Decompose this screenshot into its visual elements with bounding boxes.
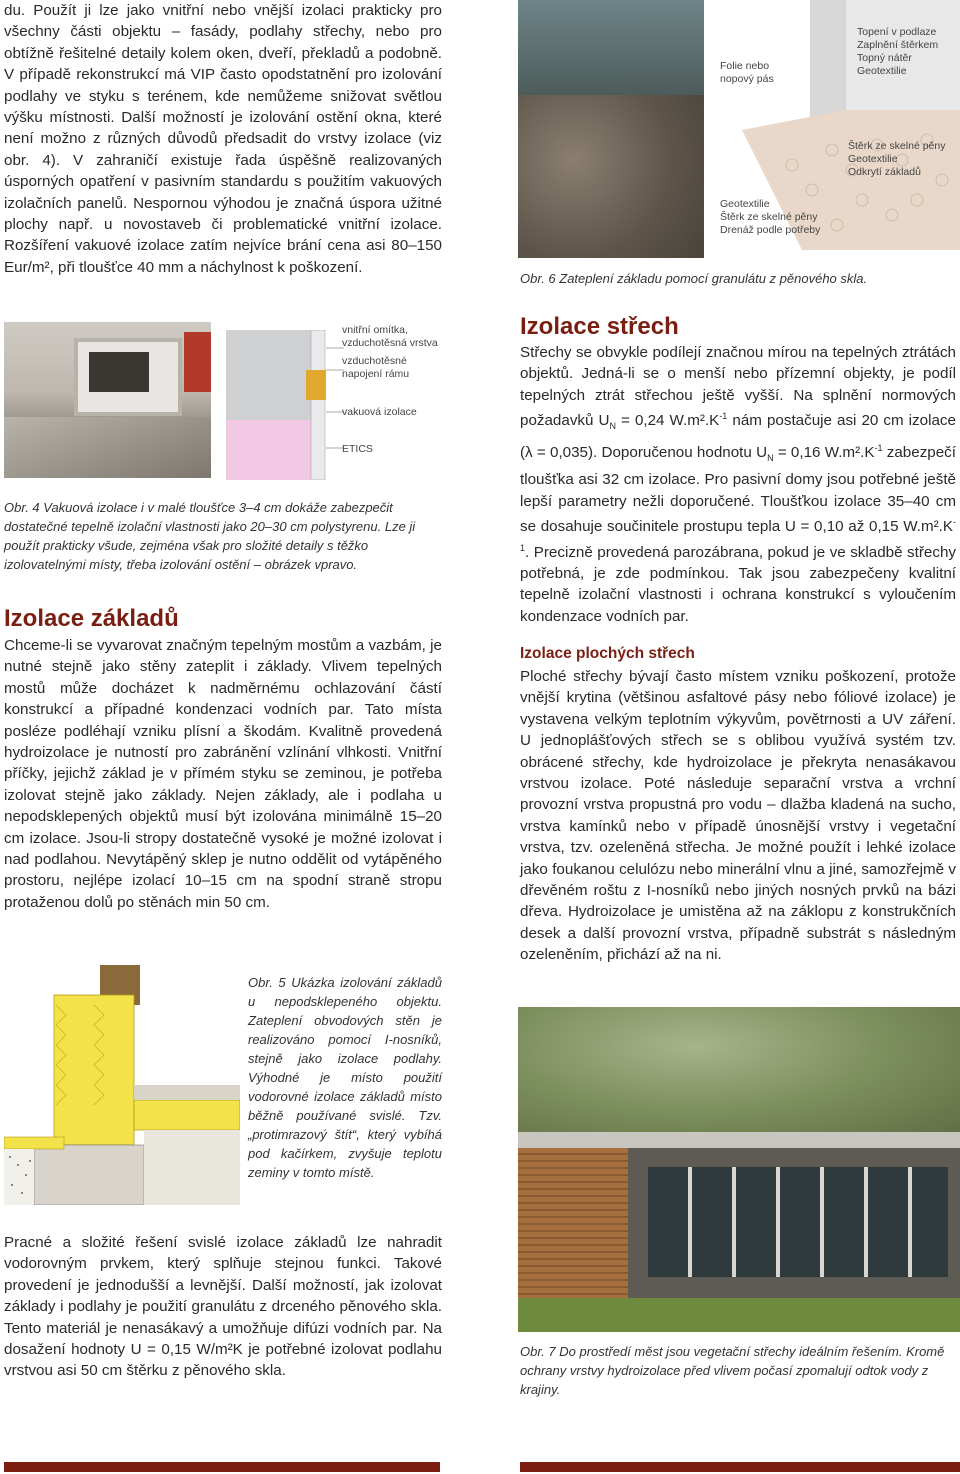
fig4-red-panel [184, 332, 211, 392]
roof-heading: Izolace střech [520, 313, 679, 340]
fig6-caption: Obr. 6 Zateplení základu pomocí granulátu z pěnového skla. [520, 271, 868, 286]
fig4-label-etics: ETICS [342, 443, 373, 455]
fig6-label-foil: Folie nebo nopový pás [720, 60, 774, 85]
fig6-label-glass-gravel-2: Štěrk ze skelné pěny [720, 211, 818, 223]
fig6-photo [518, 0, 704, 258]
fig4-diagram [226, 330, 344, 480]
foundation-text: Chceme-li se vyvarovat značným tepelným mostům a vazbám, je nutné stejně jako stěny zateplit i základy. Vlivem tepelných mostů může docházet k nadměrnému ochlazování částí konstrukcí a případné kondenzaci vodních par. Tato místa posléze podléhají vzniku plísní a škodám. Kvalitně provedená hydroizolace je nutností pro zabránění vzlínání vlhkosti. Vnitřní příčky, jejichž základ je v přímém styku se zeminou, je potřeba izolovat stejně jako základy. Nejen základy, ale i podlaha u nepodsklepených objektů musí být izolována minimálně 15–20 cm izolace. Jsou-li stropy dostatečně vysoké je možné izolovat i nad podlahou. Nevytápěný sklep je nutno oddělit od vytápěného prostoru, nejlépe izolací 10–15 cm na spodní straně stropu protaženou dolů po stěnách min 50 cm. [4, 637, 442, 911]
fig6-label-geotextile-1: Geotextilie [857, 65, 907, 77]
fig4-caption: Obr. 4 Vakuová izolace i v malé tloušťce 3–4 cm dokáže zabezpečit dostatečné tepelně izolační vlastnosti jako 20–30 cm polystyrenu. Lze ji použít prakticky všude, zejména však pro složité detaily s těžko izolovatelnými místy, třeba izolování ostění – obrázek vpravo. [4, 500, 416, 572]
fig6-labels-top-right [857, 26, 957, 78]
fig5-foundation [34, 1145, 144, 1205]
footer-bar-right [520, 1462, 960, 1472]
fig4-frame-connector [306, 370, 326, 400]
fig5-floor-insulation [134, 1100, 240, 1130]
intro-text: du. Použít ji lze jako vnitřní nebo vnější izolaci prakticky pro všechny části objektu – fasády, podlahy střechy, nebo pro obtížně řešitelné detaily kolem oken, dveří, překladů a podobně. V případě rekonstrukcí má VIP často opodstatnění pro izolování podlahy ve styku s terénem, kde nemůžeme snižovat světlou výšku místnosti. Další možností je izolování ostění okna, které není možno z různých důvodů předsadit do vrstvy izolace (viz obr. 4). V zahraničí existuje řada úspěšně realizovaných úsporných opatření v pasivním standardu s použitím vakuových izolačních panelů. Nespornou výhodou je značná úspora užitné plochy např. u novostaveb či problematické vnitřní izolace. Rozšíření vakuové izolace zatím nejvíce brání cena asi 80–150 Eur/m², při tloušťce 40 mm a náchylnost k poškození. [4, 2, 442, 276]
fig7-caption: Obr. 7 Do prostředí měst jsou vegetační střechy ideálním řešením. Kromě ochrany vrstvy hydroizolace před vlivem počasí zpomalují odtok vody z krajiny. [520, 1344, 945, 1397]
fig4-etics-strip [311, 330, 325, 480]
fig6-label-gravel: Zaplnění štěrkem [857, 39, 939, 51]
fig6-label-geotextile-2: Geotextilie [848, 153, 898, 165]
fig4-wall-grey [226, 330, 311, 420]
fig5-wall-insulation [54, 995, 134, 1145]
fig6-label-drain: Drenáž podle potřeby [720, 224, 821, 236]
fig7-lawn [518, 1298, 960, 1332]
fig7-windows [648, 1167, 948, 1277]
fig6-label-uncover: Odkrytí základů [848, 166, 921, 178]
fig4-vacuum-layer [226, 420, 311, 480]
fig4-label-frame: vzduchotěsné napojení rámu [342, 355, 410, 380]
fig4-label-vacuum: vakuová izolace [342, 406, 417, 418]
fig7-photo [518, 1007, 960, 1332]
intro-paragraph [4, 0, 442, 278]
bottom-text: Pracné a složité řešení svislé izolace základů lze nahradit vodorovným prvkem, který splňuje stejnou funkci. Takové provedení je jednodušší a levnější. Další možností, jak izolovat základy i podlahy je použití granulátu z drceného pěnového skla. Tento materiál je nenasákavý a umožňuje difúzi vodních par. Na dosažení hodnoty U = 0,15 W/m²K je potřebné izolovat podlahu vrstvou asi 50 cm štěrku z pěnového skla. [4, 1234, 442, 1380]
fig6-wall [810, 0, 846, 120]
fig4-photo [4, 322, 211, 478]
fig5-caption: Obr. 5 Ukázka izolování základů u nepodsklepeného objektu. Zateplení obvodových stěn je realizováno pomocí I-nosníků, stejně jako izolace podlahy. Výhodné je místo použití vodorovné izolace základů místo běžně používané svislé. Tzv. „protimrazový štít“, který vybíhá pod kačírkem, zvyšuje teplotu zeminy v tomto místě. [248, 975, 442, 1180]
flat-roof-text: Ploché střechy bývají často místem vzniku poškození, protože vnější krytina (většinou asfaltové pásy nebo fóliové izolace) je vystavena velkým teplotním výkyvům, povětrnosti a UV záření. U jednoplášťových střech se s oblibou využívá systém tzv. obrácené střechy, kde hydroizolace je překryta nenasákavou vrstvou izolace. Poté následuje separační vrstva a vrchní provozní vrstva propustná pro vodu – dlažba kladená na sucho, vrstva kamínků nebo v případě únosnější vrstvy i vegetační vrstva, tzv. ozeleněná střecha. Je možné použít i lehké izolace jako foukanou celulózu nebo minerální vlnu a jiné, samozřejmě v dřevěném roštu z I-nosníků nebo jiných nosných prvků na bázi dřeva. Hydroizolace je umistěna až na záklopu z konstrukčních desek a další provozní vrstva, případně substrát s následným ozeleněním, přichází až na ni. [520, 668, 956, 964]
fig5-frost-shield [4, 1137, 64, 1149]
fig7-roof-edge [518, 1132, 960, 1148]
fig6-labels-mid-right [848, 140, 958, 179]
fig4-window-opening [89, 352, 149, 392]
fig7-wood-cladding [518, 1148, 628, 1298]
fig6-label-heat-coat: Topný nátěr [857, 52, 912, 64]
fig6-labels-bottom [720, 198, 850, 237]
foundation-heading: Izolace základů [4, 605, 179, 632]
fig6-label-geotextile-3: Geotextilie [720, 198, 770, 210]
fig4-label-plaster: vnitřní omítka, vzduchotěsná vrstva [342, 324, 438, 349]
footer-bar-left [4, 1462, 440, 1472]
roof-text: Střechy se obvykle podílejí značnou mírou na tepelných ztrátách objektů. Jedná-li se o menší nebo přízemní objekty, je podíl tepelných ztrát střechou ještě vyšší. Na splnění normových požadavků $U_N = 0,24$ $W.m^2.K^{-1}$ nám postačuje asi 20 cm izolace (λ = 0,035). Doporučenou hodnotu $U_N = 0,16$ $W.m^2.K^{-1}$ zabezpečí tloušťka asi 32 cm izolace. Pro pasivní domy jsou potřebné ještě lepší parametry nežli doporučené. Tloušťkou izolace 35–40 cm se dosahuje součinitele prostupu tepla U = 0,10 až 0,15 $W.m^2.K^{-1}$. Precizně provedená parozábrana, pokud je ve skladbě střechy potřebná, je zde podmínkou. Tak jsou zabezpečeny kvalitní tepelně izolační vlastnosti i ochrana konstrukcí s vyloučením kondenzace vodních par. [520, 344, 956, 625]
fig5-diagram [4, 965, 240, 1205]
fig4-floor [4, 417, 211, 478]
fig6-label-glass-gravel: Štěrk ze skelné pěny [848, 140, 946, 152]
flat-roof-heading: Izolace plochých střech [520, 645, 695, 662]
fig6-label-heating: Topení v podlaze [857, 26, 937, 38]
